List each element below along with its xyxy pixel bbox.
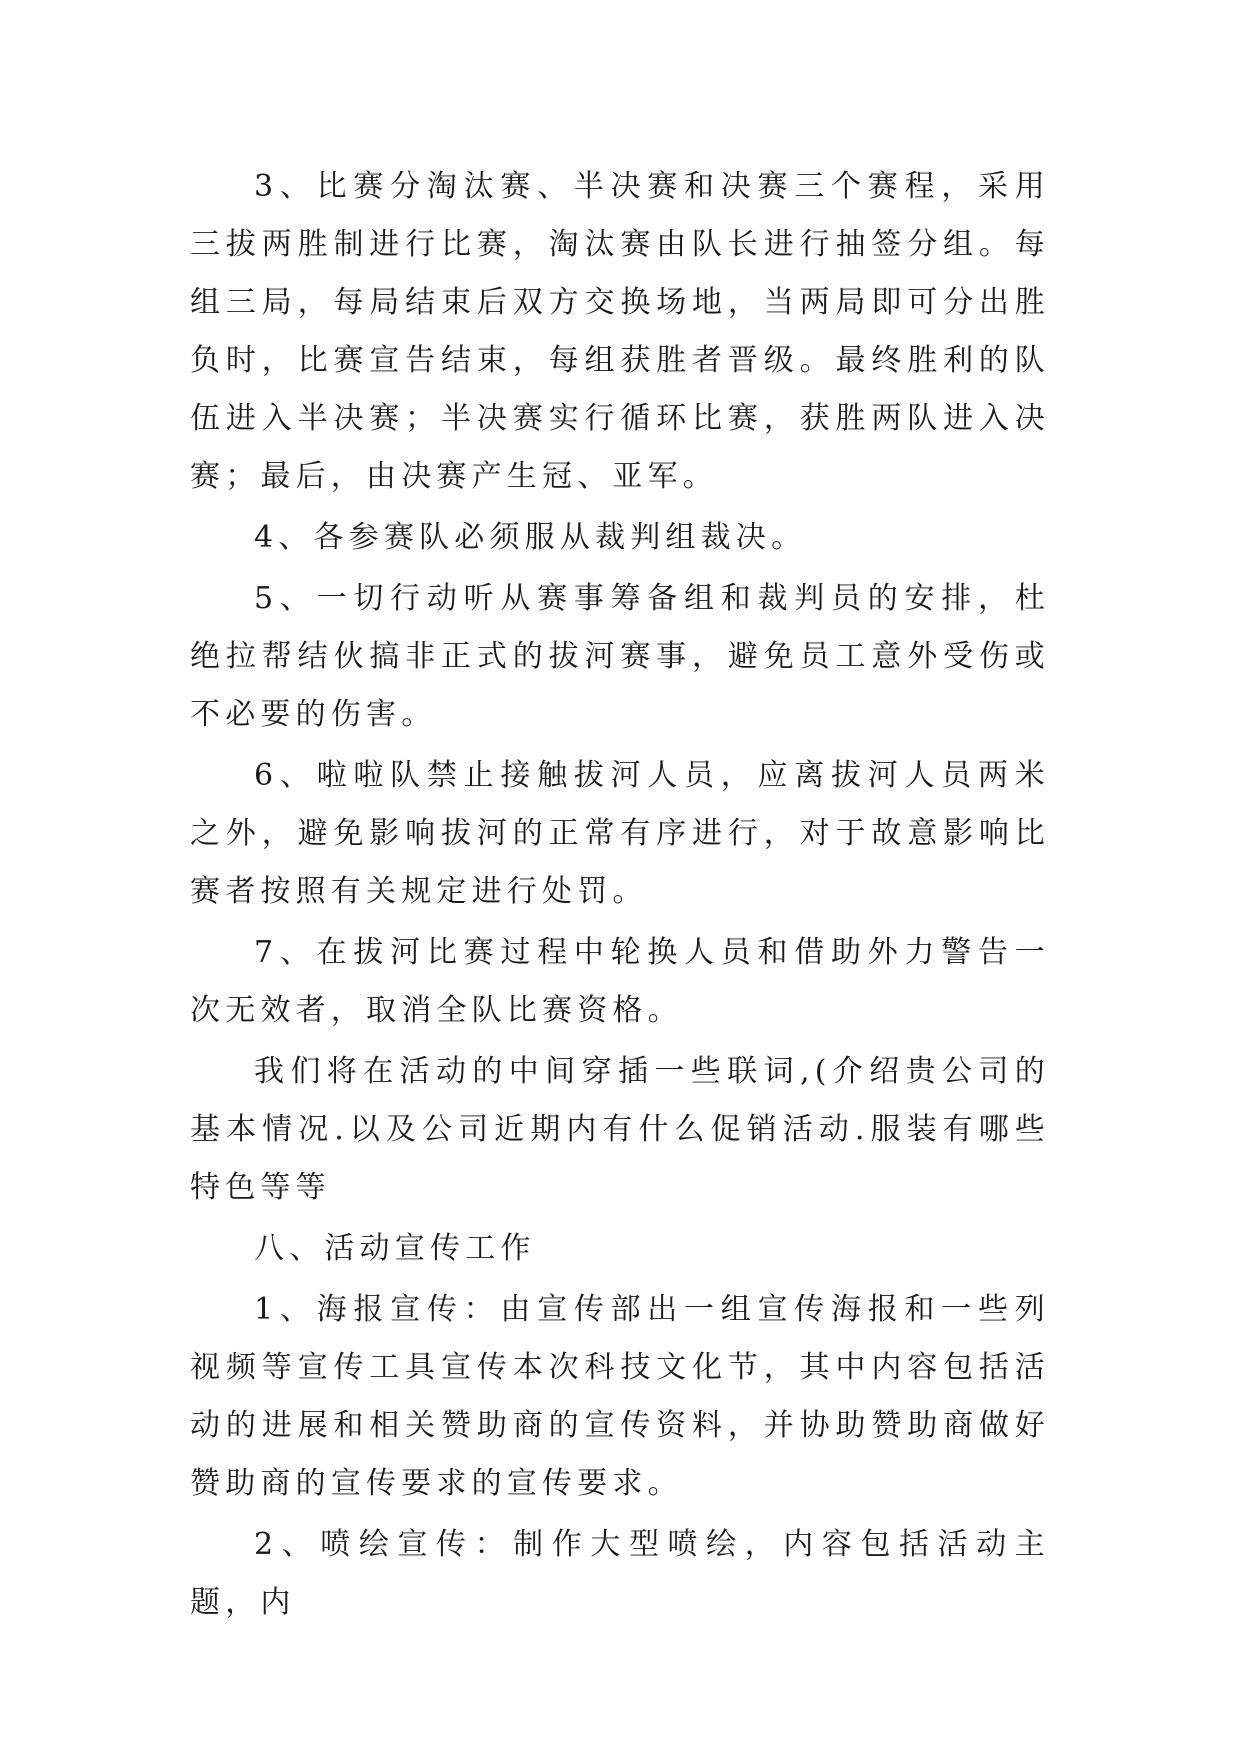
paragraph-banner-promotion: 2、喷绘宣传：制作大型喷绘，内容包括活动主题，内 [190,1527,1050,1620]
document-body [190,158,1050,1635]
section-heading-promotion: 八、活动宣传工作 [254,1231,536,1266]
paragraph-rule-5: 5、一切行动听从赛事筹备组和裁判员的安排，杜绝拉帮结伙搞非正式的拔河赛事，避免员工意外受伤或不必要的伤害。 [190,581,1050,732]
paragraph-rule-7: 7、在拔河比赛过程中轮换人员和借助外力警告一次无效者，取消全队比赛资格。 [190,935,1050,1028]
paragraph-poster-promotion: 1、海报宣传：由宣传部出一组宣传海报和一些列视频等宣传工具宣传本次科技文化节，其中内容包括活动的进展和相关赞助商的宣传资料，并协助赞助商做好赞助商的宣传要求的宣传要求。 [190,1292,1050,1501]
paragraph-rule-6: 6、啦啦队禁止接触拔河人员，应离拔河人员两米之外，避免影响拔河的正常有序进行，对于故意影响比赛者按照有关规定进行处罚。 [190,758,1050,909]
paragraph-rule-3: 3、比赛分淘汰赛、半决赛和决赛三个赛程，采用三拔两胜制进行比赛，淘汰赛由队长进行抽签分组。每组三局，每局结束后双方交换场地，当两局即可分出胜负时，比赛宣告结束，每组获胜者晋级。最终胜利的队伍进入半决赛；半决赛实行循环比赛，获胜两队进入决赛；最后，由决赛产生冠、亚军。 [190,169,1050,494]
paragraph-interlude-note: 我们将在活动的中间穿插一些联词,(介绍贵公司的基本情况.以及公司近期内有什么促销活动.服装有哪些特色等等 [190,1054,1050,1205]
paragraph-rule-4: 4、各参赛队必须服从裁判组裁决。 [254,520,807,555]
